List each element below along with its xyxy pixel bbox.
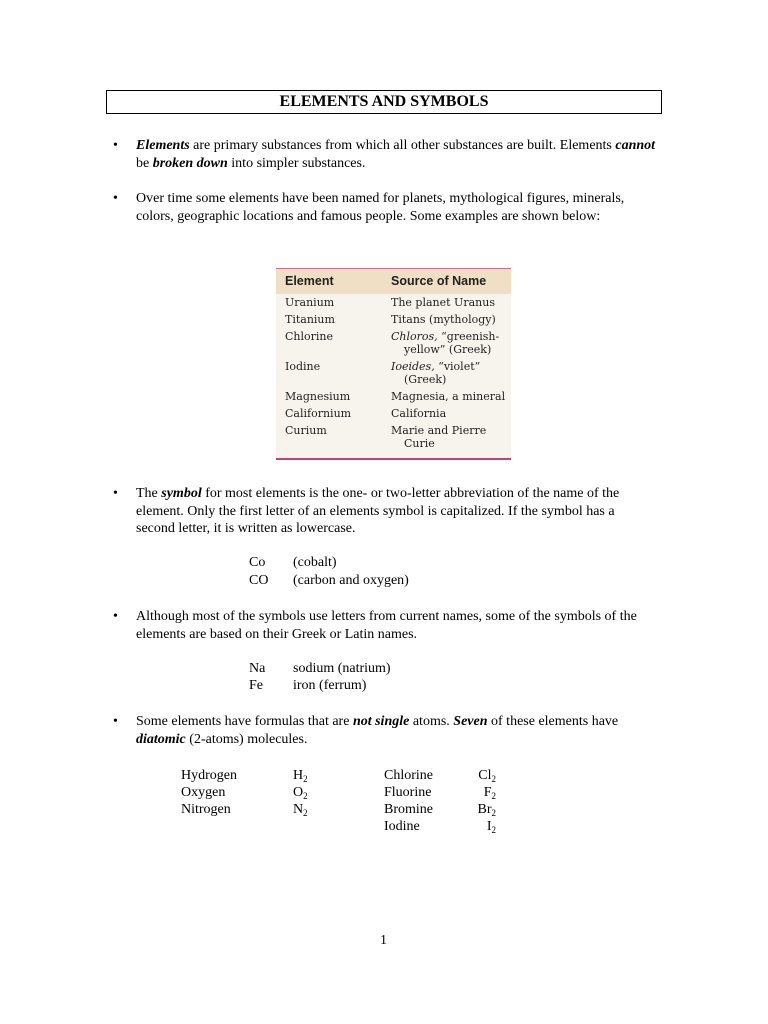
bullet-1: •	[113, 138, 118, 153]
text-line: second letter, it is written as lowercase.	[136, 521, 356, 536]
table-cell-element: Curium	[285, 424, 327, 437]
text-segment: for most elements is the one- or two-letter abbreviation of the name of the	[201, 486, 620, 501]
table-cell-source	[391, 313, 511, 326]
formula-symbol: O	[293, 785, 304, 800]
table-cell-source-continued: yellow” (Greek)	[404, 343, 492, 356]
formula-subscript: 2	[303, 774, 308, 784]
diatomic-formula	[293, 801, 308, 819]
paragraph-element-naming	[136, 190, 706, 225]
paragraph-elements-definition	[136, 137, 706, 172]
example-symbol: Co	[249, 555, 266, 570]
formula-subscript: 2	[491, 774, 496, 784]
formula-subscript: 2	[491, 825, 496, 835]
table-cell-source-italic: Ioeides,	[391, 360, 435, 373]
table-cell-source	[391, 390, 511, 403]
formula-symbol: I	[486, 819, 492, 834]
table-cell-source-text: “greenish-	[437, 330, 500, 343]
column-header-element: Element	[285, 274, 334, 288]
table-cell-source	[391, 296, 511, 309]
formula-symbol: Br	[477, 802, 492, 817]
formula-subscript: 2	[491, 791, 496, 801]
table-header	[276, 268, 511, 294]
example-symbol: Na	[249, 661, 266, 676]
example-description: sodium (natrium)	[293, 661, 391, 676]
text-line: elements are based on their Greek or Latin names.	[136, 626, 418, 642]
table-cell-source	[391, 407, 511, 420]
table-cell-element: Californium	[285, 407, 352, 420]
page-number: 1	[380, 933, 387, 948]
paragraph-symbol-rules	[136, 485, 706, 538]
table-cell-source	[391, 330, 511, 356]
text-symbol: symbol	[161, 486, 202, 501]
text-segment: are primary substances from which all other substances are built. Elements	[189, 138, 616, 153]
diatomic-element-name: Chlorine	[384, 768, 433, 783]
table-cell-source	[391, 424, 511, 450]
diatomic-formula	[293, 767, 308, 785]
bullet-2: •	[113, 191, 118, 206]
example-description: (cobalt)	[293, 555, 337, 570]
text-segment: of these elements have	[487, 714, 619, 729]
table-cell-source-text: Titans (mythology)	[391, 313, 496, 326]
formula-symbol: F	[483, 785, 492, 800]
example-symbol: CO	[249, 573, 269, 588]
formula-symbol: N	[293, 802, 304, 817]
table-cell-source-text: Marie and Pierre	[391, 424, 487, 437]
text-line: Over time some elements have been named for planets, mythological figures, minerals,	[136, 191, 625, 206]
text-line: element. Only the first letter of an elements symbol is capitalized. If the symbol has a	[136, 503, 615, 519]
paragraph-diatomic	[136, 713, 706, 748]
table-cell-source-text: Magnesia, a mineral	[391, 390, 506, 403]
table-cell-source-text: California	[391, 407, 447, 420]
formula-symbol: H	[293, 768, 304, 783]
example-symbol: Fe	[249, 678, 263, 693]
diatomic-formula	[474, 767, 496, 785]
formula-symbol: Cl	[478, 768, 492, 783]
table-cell-source-continued: (Greek)	[404, 373, 447, 386]
diatomic-formula	[474, 801, 496, 819]
element-name-source-table	[276, 268, 511, 460]
text-seven: Seven	[453, 714, 488, 729]
table-cell-element: Titanium	[285, 313, 335, 326]
diatomic-element-name: Iodine	[384, 819, 420, 834]
text-segment: into simpler substances.	[227, 155, 366, 171]
text-diatomic: diatomic	[136, 731, 186, 747]
bullet-3: •	[113, 486, 118, 501]
bullet-4: •	[113, 609, 118, 624]
table-cell-source-text: The planet Uranus	[391, 296, 495, 309]
text-segment: (2-atoms) molecules.	[185, 731, 308, 747]
diatomic-element-name: Oxygen	[181, 785, 226, 800]
text-segment: The	[136, 486, 162, 501]
table-cell-source-italic: Chloros,	[391, 330, 438, 343]
example-description: iron (ferrum)	[293, 678, 367, 693]
text-segment: Some elements have formulas that are	[136, 714, 353, 729]
example-description: (carbon and oxygen)	[293, 573, 409, 588]
table-cell-element: Chlorine	[285, 330, 334, 343]
text-segment: atoms.	[409, 714, 454, 729]
diatomic-element-name: Fluorine	[384, 785, 432, 800]
table-cell-source-continued: Curie	[404, 437, 435, 450]
diatomic-formula	[293, 784, 308, 802]
table-cell-element: Magnesium	[285, 390, 351, 403]
text-segment: be	[136, 155, 153, 171]
table-cell-element: Iodine	[285, 360, 321, 373]
table-bottom-rule	[276, 458, 511, 460]
bullet-5: •	[113, 714, 118, 729]
table-cell-source-text: “violet”	[434, 360, 481, 373]
text-cannot: cannot	[615, 138, 656, 153]
text-broken-down: broken down	[152, 155, 228, 171]
page-title: ELEMENTS AND SYMBOLS	[106, 90, 662, 114]
diatomic-formula	[474, 818, 496, 836]
column-header-source: Source of Name	[391, 274, 487, 288]
diatomic-formula	[474, 784, 496, 802]
diatomic-element-name: Hydrogen	[181, 768, 237, 783]
diatomic-element-name: Bromine	[384, 802, 433, 817]
paragraph-greek-latin-names	[136, 608, 706, 643]
diatomic-element-name: Nitrogen	[181, 802, 231, 817]
text-line: colors, geographic locations and famous people. Some examples are shown below:	[136, 208, 601, 224]
formula-subscript: 2	[303, 791, 308, 801]
formula-subscript: 2	[491, 808, 496, 818]
formula-subscript: 2	[303, 808, 308, 818]
table-cell-element: Uranium	[285, 296, 335, 309]
text-line: Although most of the symbols use letters from current names, some of the symbols of the	[136, 609, 637, 624]
text-elements: Elements	[136, 138, 190, 153]
table-cell-source	[391, 360, 511, 386]
text-not-single: not single	[352, 714, 410, 729]
